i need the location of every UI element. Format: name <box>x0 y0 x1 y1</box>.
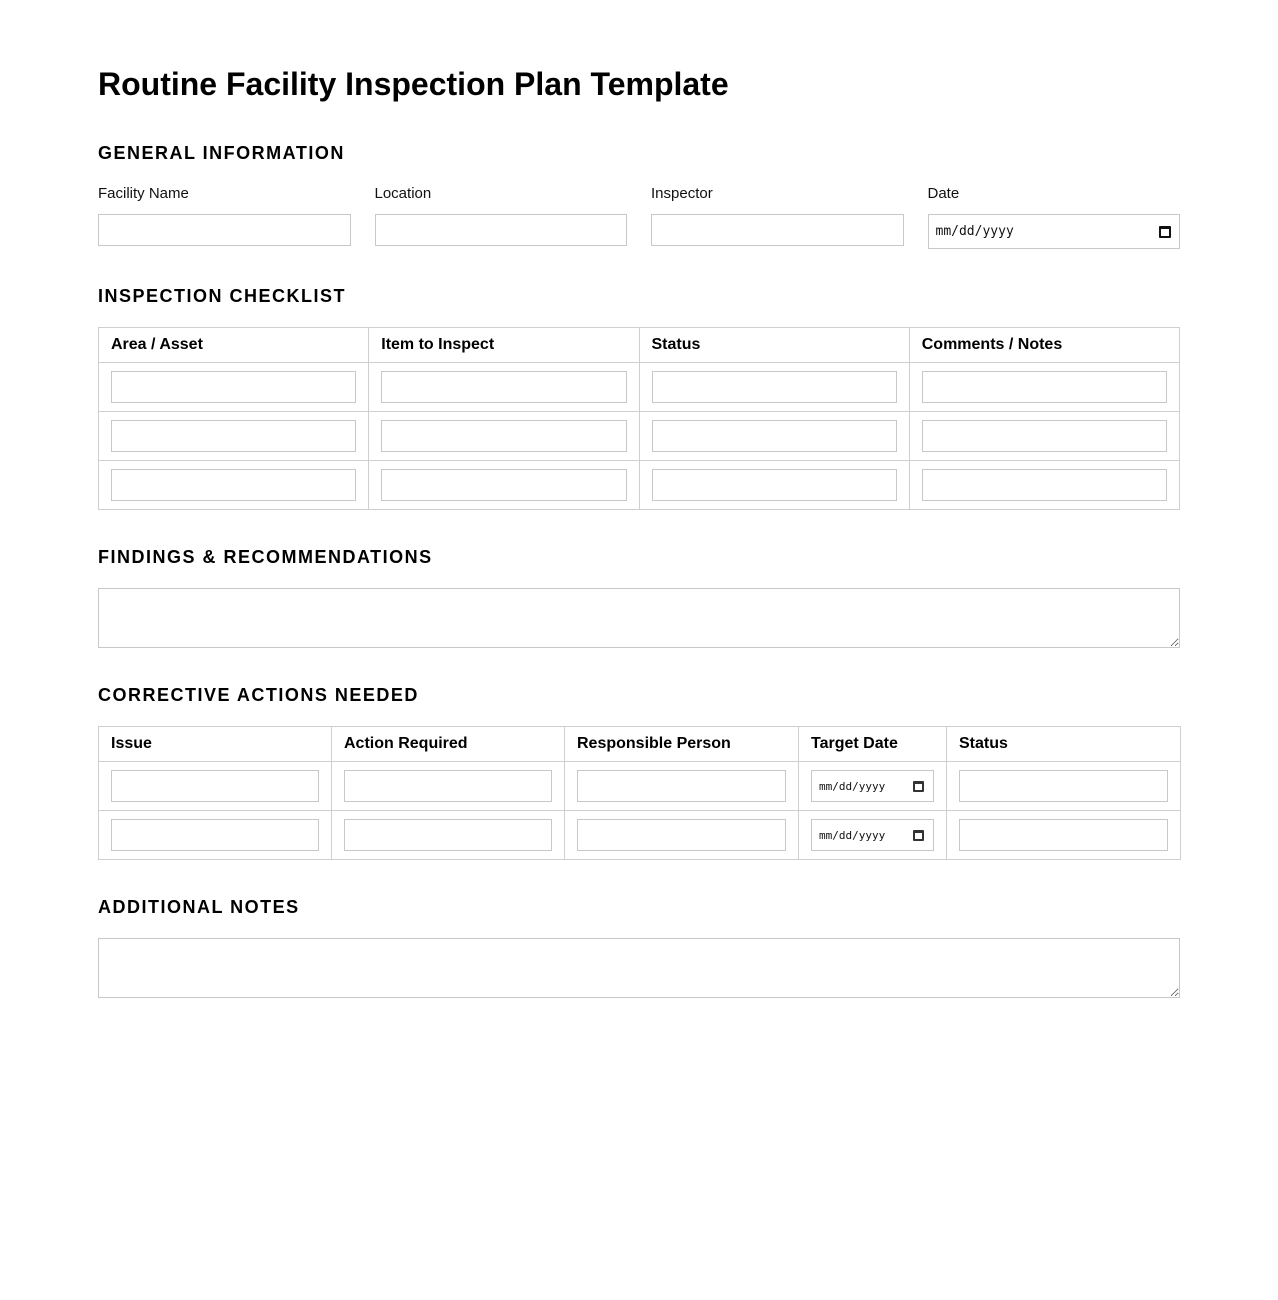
date-placeholder: mm/dd/yyyy <box>819 828 886 842</box>
section-heading-additional-notes: ADDITIONAL NOTES <box>98 897 300 917</box>
section-heading-checklist: INSPECTION CHECKLIST <box>98 286 347 306</box>
location-field-group <box>375 185 628 249</box>
status-input[interactable] <box>652 420 897 452</box>
column-header-comments-notes: Comments / Notes <box>909 328 1179 363</box>
date-placeholder: mm/dd/yyyy <box>935 224 1014 239</box>
status-input[interactable] <box>959 770 1168 802</box>
table-header-row <box>99 328 1180 363</box>
inspector-input[interactable] <box>651 214 904 246</box>
location-label: Location <box>374 185 432 202</box>
table-row <box>99 412 1180 461</box>
action-required-input[interactable] <box>344 770 552 802</box>
responsible-person-input[interactable] <box>577 770 786 802</box>
calendar-icon[interactable] <box>913 781 924 792</box>
table-row <box>99 363 1180 412</box>
general-fields <box>98 185 1180 249</box>
table-row <box>99 762 1181 811</box>
status-input[interactable] <box>652 371 897 403</box>
column-header-responsible-person: Responsible Person <box>565 727 799 762</box>
facility-name-label: Facility Name <box>98 185 189 202</box>
inspector-field-group <box>651 185 904 249</box>
section-heading-corrective-actions: CORRECTIVE ACTIONS NEEDED <box>98 685 419 705</box>
date-placeholder: mm/dd/yyyy <box>819 779 886 793</box>
responsible-person-input[interactable] <box>577 819 786 851</box>
date-field-group <box>928 185 1181 249</box>
column-header-item-to-inspect: Item to Inspect <box>369 328 639 363</box>
item-to-inspect-input[interactable] <box>381 420 626 452</box>
comments-notes-input[interactable] <box>922 469 1167 501</box>
area-asset-input[interactable] <box>111 371 356 403</box>
item-to-inspect-input[interactable] <box>381 371 626 403</box>
status-input[interactable] <box>652 469 897 501</box>
additional-notes-textarea[interactable] <box>98 938 1180 998</box>
corrective-actions-table <box>98 726 1181 860</box>
column-header-target-date: Target Date <box>799 727 947 762</box>
inspection-checklist-table <box>98 327 1180 510</box>
issue-input[interactable] <box>111 819 319 851</box>
issue-input[interactable] <box>111 770 319 802</box>
inspector-label: Inspector <box>651 185 713 202</box>
column-header-area-asset: Area / Asset <box>99 328 369 363</box>
column-header-status: Status <box>947 727 1181 762</box>
column-header-action-required: Action Required <box>332 727 565 762</box>
column-header-issue: Issue <box>99 727 332 762</box>
calendar-icon[interactable] <box>1159 226 1171 238</box>
table-header-row <box>99 727 1181 762</box>
table-row <box>99 461 1180 510</box>
location-input[interactable] <box>375 214 628 246</box>
date-input[interactable] <box>928 214 1181 249</box>
page-title: Routine Facility Inspection Plan Template <box>98 66 729 102</box>
section-heading-findings: FINDINGS & RECOMMENDATIONS <box>98 547 433 567</box>
action-required-input[interactable] <box>344 819 552 851</box>
findings-textarea[interactable] <box>98 588 1180 648</box>
facility-name-field-group <box>98 185 351 249</box>
area-asset-input[interactable] <box>111 420 356 452</box>
comments-notes-input[interactable] <box>922 371 1167 403</box>
table-row <box>99 811 1181 860</box>
item-to-inspect-input[interactable] <box>381 469 626 501</box>
area-asset-input[interactable] <box>111 469 356 501</box>
comments-notes-input[interactable] <box>922 420 1167 452</box>
calendar-icon[interactable] <box>913 830 924 841</box>
date-label: Date <box>927 185 960 202</box>
status-input[interactable] <box>959 819 1168 851</box>
target-date-input[interactable] <box>811 819 934 851</box>
section-heading-general: GENERAL INFORMATION <box>98 143 345 163</box>
target-date-input[interactable] <box>811 770 934 802</box>
column-header-status: Status <box>639 328 909 363</box>
facility-name-input[interactable] <box>98 214 351 246</box>
